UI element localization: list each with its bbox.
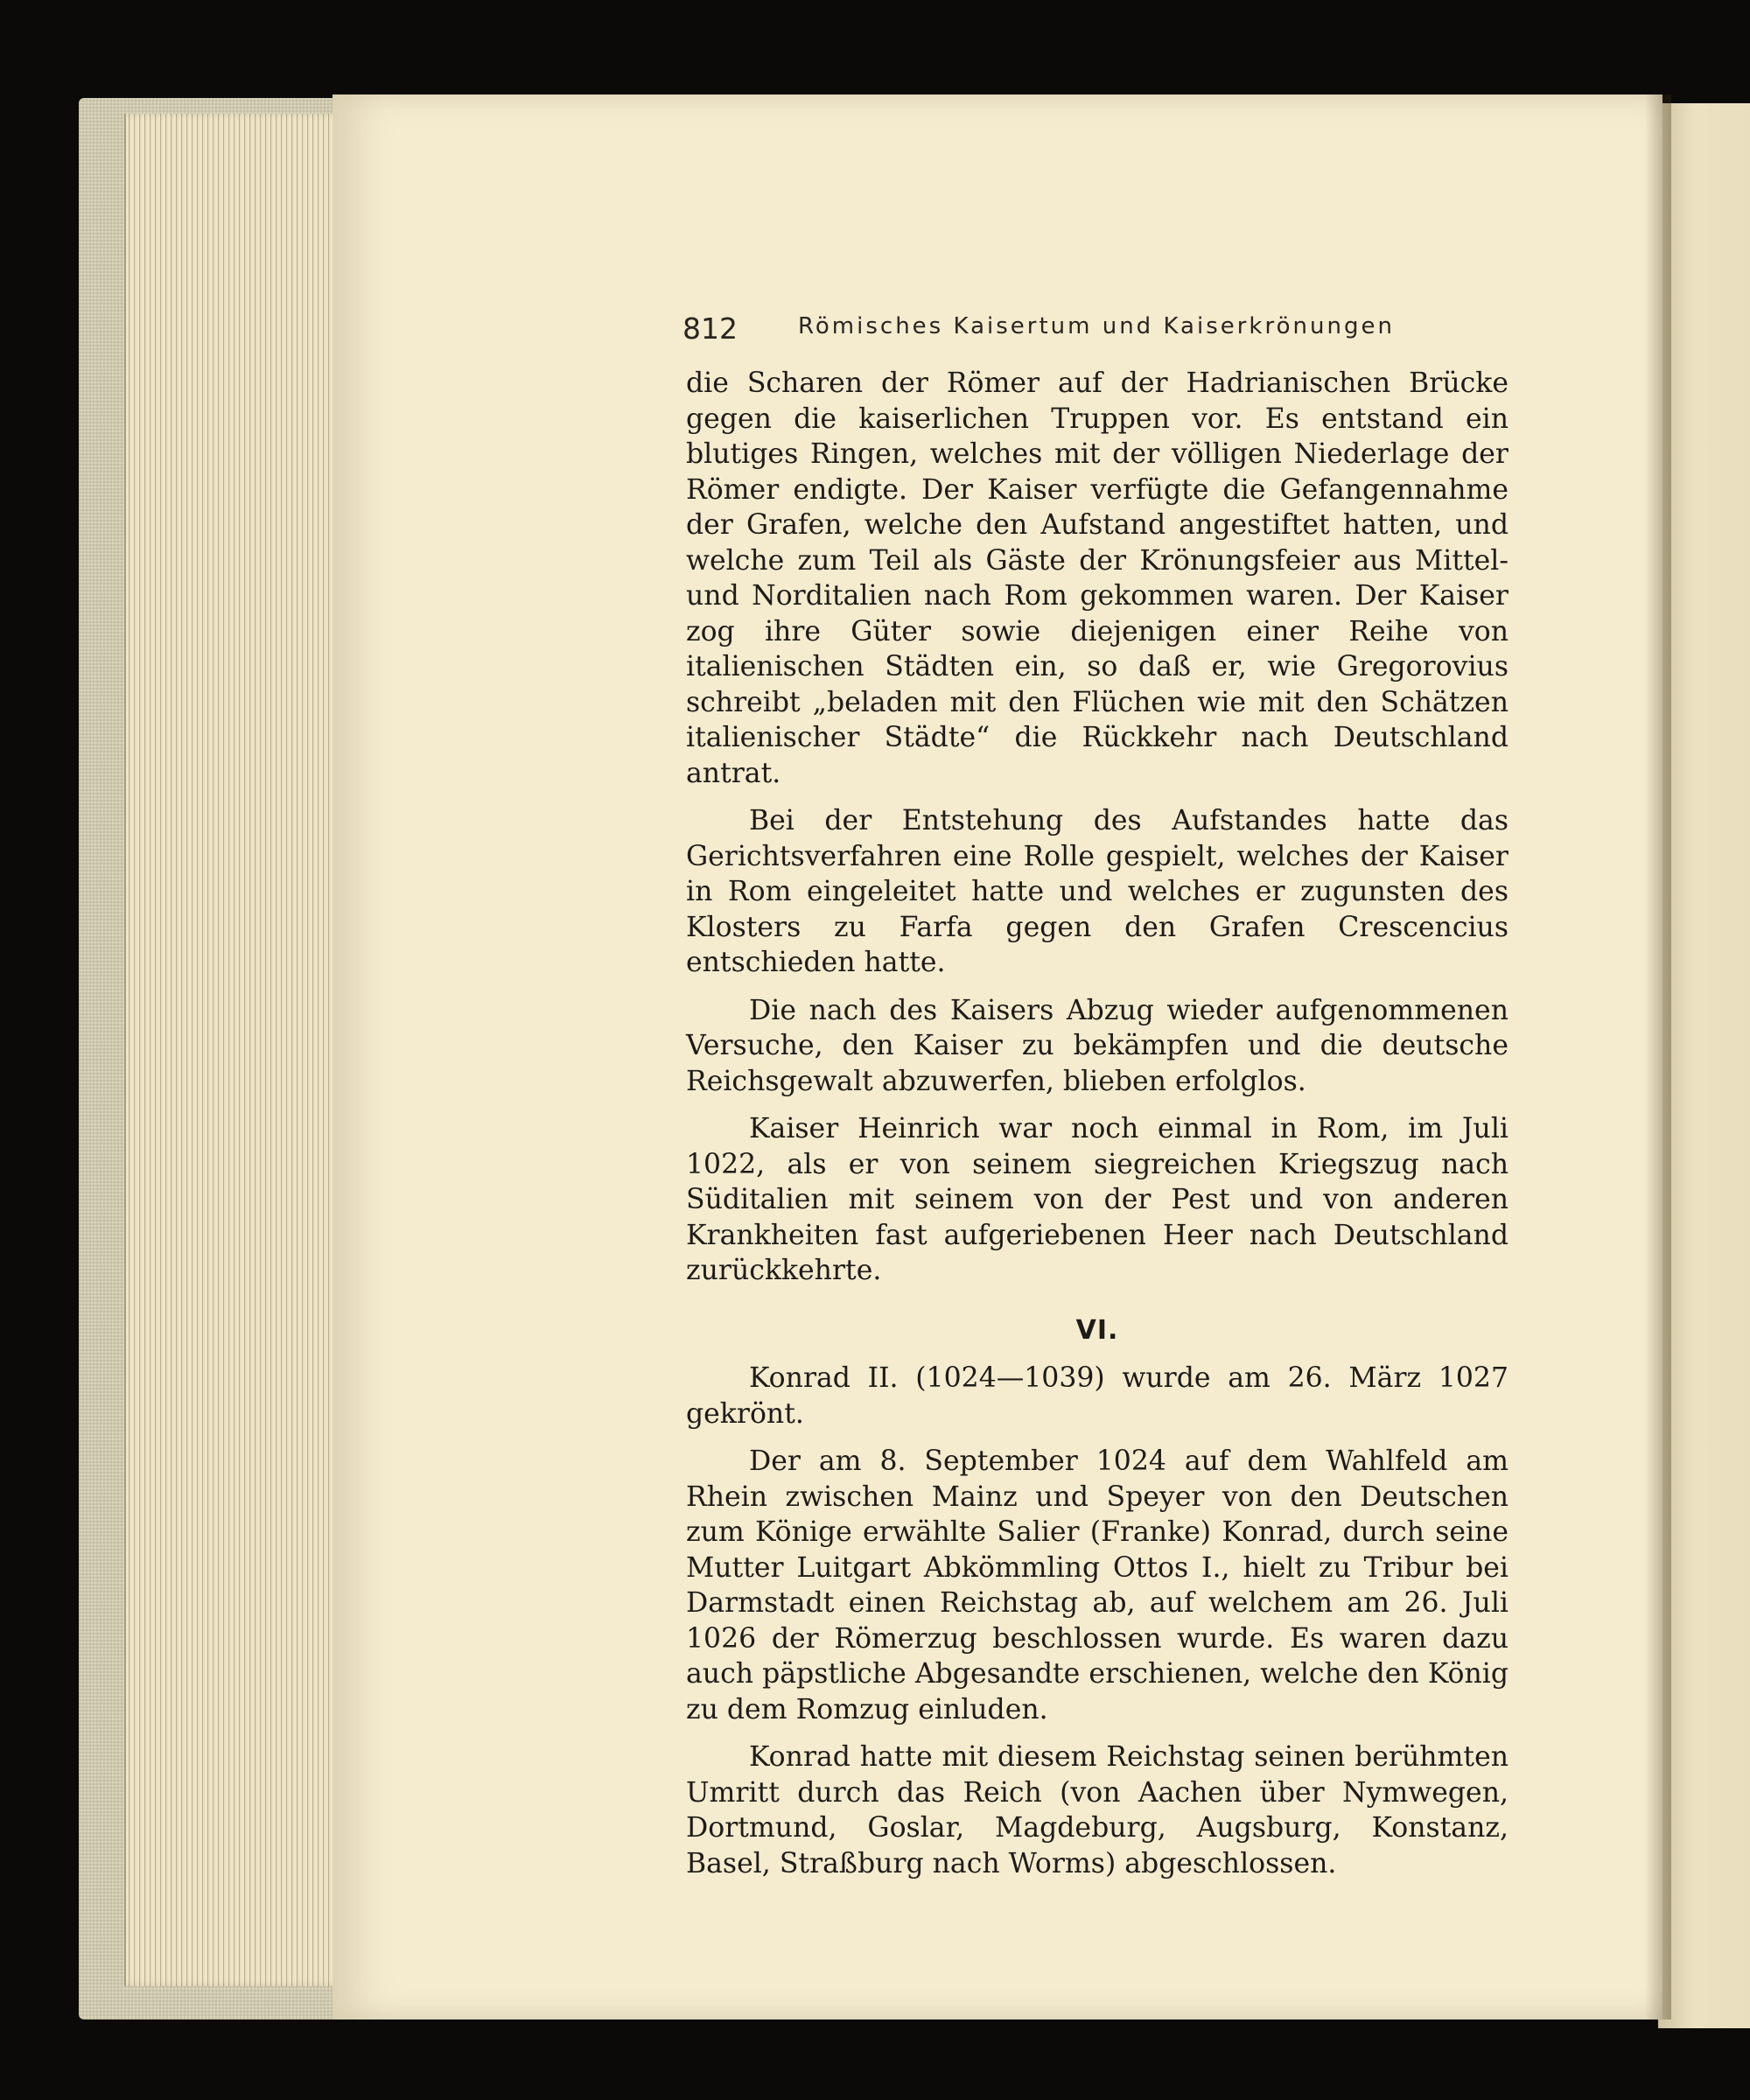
paragraph: Konrad hatte mit diesem Reichstag seinen berühmten Umritt durch das Reich (von Aachen über Nymwegen, Dortmund, Goslar, Magdeburg, Augsburg, Konstanz, Basel, Straßburg nach Worms) abgeschlossen. <box>686 1741 1508 1880</box>
page-number: 812 <box>682 312 738 346</box>
running-title: Römisches Kaisertum und Kaiserkrönungen <box>798 313 1395 340</box>
paragraph: Der am 8. September 1024 auf dem Wahlfeld am Rhein zwischen Mainz und Speyer von den Deutschen zum Könige erwählte Salier (Franke) Konrad, durch seine Mutter Luitgart Abkömmling Ottos I., hielt zu Tribur bei Darmstadt einen Reichstag ab, auf welchem am 26. Juli 1026 der Römerzug beschlossen wurde. Es waren dazu auch päpstliche Abgesandte erschienen, welche den König zu dem Romzug einluden. <box>686 1446 1508 1726</box>
body-text <box>686 366 1508 1894</box>
gutter-shadow <box>1645 94 1671 2020</box>
paragraph: Konrad II. (1024—1039) wurde am 26. März 1027 gekrönt. <box>686 1362 1508 1430</box>
facing-page <box>1658 103 1750 2028</box>
section-heading: VI. <box>1075 1314 1119 1346</box>
page-edges <box>124 114 345 1986</box>
paragraph: Bei der Entstehung des Aufstandes hatte das Gerichtsverfahren eine Rolle gespielt, welches der Kaiser in Rom eingeleitet hatte und welches er zugunsten des Klosters zu Farfa gegen den Grafen Crescencius entschieden hatte. <box>686 805 1508 978</box>
paragraph: Die nach des Kaisers Abzug wieder aufgenommenen Versuche, den Kaiser zu bekämpfen und die deutsche Reichsgewalt abzuwerfen, blieben erfolglos. <box>686 994 1508 1097</box>
paragraph: die Scharen der Römer auf der Hadrianischen Brücke gegen die kaiserlichen Truppen vor. Es entstand ein blutiges Ringen, welches mit der völligen Niederlage der Römer endigte. Der Kaiser verfügte die Gefangennahme der Grafen, welche den Aufstand angestiftet hatten, und welche zum Teil als Gäste der Krönungsfeier aus Mittel- und Norditalien nach Rom gekommen waren. Der Kaiser zog ihre Güter sowie diejenigen einer Reihe von italienischen Städten ein, so daß er, wie Gregorovius schreibt „beladen mit den Flüchen wie mit den Schätzen italienischer Städte“ die Rückkehr nach Deutschland antrat. <box>686 368 1508 789</box>
running-header <box>682 308 1522 352</box>
paragraph: Kaiser Heinrich war noch einmal in Rom, im Juli 1022, als er von seinem siegreichen Kriegszug nach Süditalien mit seinem von der Pest und von anderen Krankheiten fast aufgeriebenen Heer nach Deutschland zurückkehrte. <box>686 1113 1508 1286</box>
